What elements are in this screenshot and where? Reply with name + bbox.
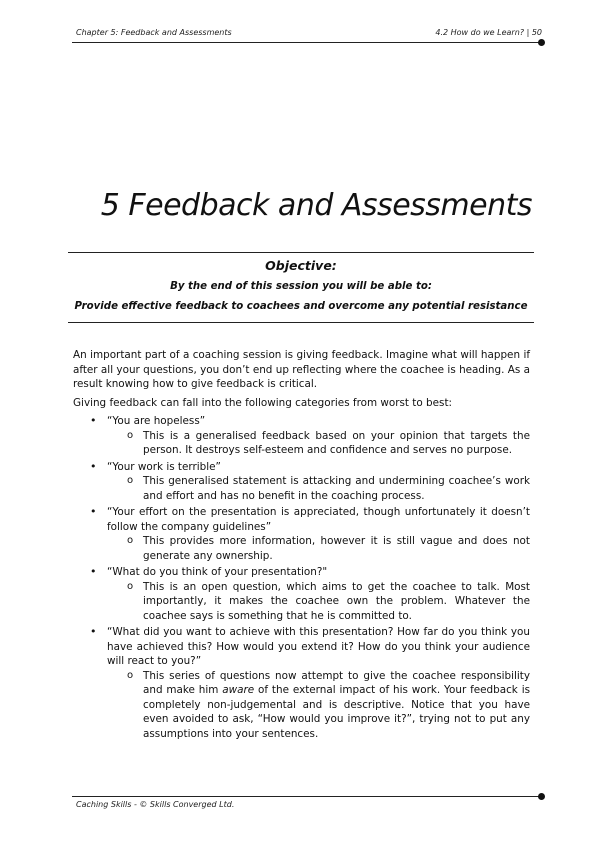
sub-list-item bbox=[107, 429, 530, 458]
feedback-note: This generalised statement is attacking and undermining coachee’s work and effort and has no benefit in the coaching process. bbox=[143, 475, 530, 502]
feedback-note: This is an open question, which aims to get the coachee to talk. Most importantly, it makes the coachee own the problem. Whatever the coachee says is something that he is committed to. bbox=[143, 580, 530, 622]
feedback-note-end: of the external impact of his work. Your feedback is completely non-judgemental and is descriptive. Notice that you have even avoided to ask, “How would you improve it?”, trying not to put any assumptions into your sentences. bbox=[143, 684, 530, 740]
feedback-note-start: This series of questions now attempt to give the coachee responsibility and make him bbox=[143, 669, 530, 696]
feedback-quote: “What did you want to achieve with this presentation? How far do you think you have achieved this? How would you extend it? How do you think your audience will react to you?” bbox=[107, 626, 530, 667]
feedback-note: This provides more information, however it is still vague and does not generate any ownership. bbox=[143, 535, 530, 562]
objective-bottom-rule bbox=[68, 322, 534, 323]
header-rule-dot bbox=[538, 39, 545, 46]
emphasis-aware: aware bbox=[222, 684, 255, 696]
feedback-quote: “What do you think of your presentation?" bbox=[107, 566, 328, 578]
sub-bullet-icon: o bbox=[127, 535, 134, 546]
feedback-note bbox=[143, 670, 530, 740]
footer-copyright: Caching Skills - © Skills Converged Ltd. bbox=[76, 800, 235, 809]
footer-rule-dot bbox=[538, 793, 545, 800]
body-text bbox=[73, 348, 530, 743]
bullet-icon: • bbox=[90, 565, 97, 578]
feedback-quote: “You are hopeless” bbox=[107, 415, 206, 427]
feedback-quote: “Your effort on the presentation is appreciated, though unfortunately it doesn’t follow the company guidelines” bbox=[107, 506, 530, 533]
list-item bbox=[73, 625, 530, 741]
sub-bullet-icon: o bbox=[127, 475, 134, 486]
objective-line-2: Provide effective feedback to coachees and overcome any potential resistance bbox=[74, 301, 528, 312]
sub-list bbox=[107, 580, 530, 624]
header-section-page-label: 4.2 How do we Learn? | 50 bbox=[435, 28, 542, 37]
chapter-title: 5 Feedback and Assessments bbox=[100, 188, 532, 223]
list-item bbox=[73, 414, 530, 458]
intro-paragraph: An important part of a coaching session is giving feedback. Imagine what will happen if after all your questions, you don’t end up reflecting where the coachee is heading. As a result knowing how to give feedback is critical. bbox=[73, 349, 530, 390]
sub-list bbox=[107, 669, 530, 742]
feedback-note: This is a generalised feedback based on your opinion that targets the person. It destroys self-esteem and confidence and serves no purpose. bbox=[143, 429, 530, 456]
sub-list-item bbox=[107, 534, 530, 563]
sub-list bbox=[107, 429, 530, 458]
sub-list-item bbox=[107, 580, 530, 624]
list-item bbox=[73, 505, 530, 563]
bullet-icon: • bbox=[90, 625, 97, 638]
bullet-icon: • bbox=[90, 414, 97, 427]
sub-bullet-icon: o bbox=[127, 429, 134, 441]
objective-heading: Objective: bbox=[265, 258, 337, 273]
header-chapter-label: Chapter 5: Feedback and Assessments bbox=[76, 28, 232, 37]
sub-list-item bbox=[107, 669, 530, 742]
sub-list bbox=[107, 534, 530, 563]
sub-bullet-icon: o bbox=[127, 669, 134, 681]
sub-list-item bbox=[107, 474, 530, 503]
list-item bbox=[73, 460, 530, 504]
feedback-quote: “Your work is terrible” bbox=[107, 460, 221, 473]
header-rule bbox=[72, 42, 540, 43]
bullet-icon: • bbox=[90, 505, 97, 518]
objective-top-rule bbox=[68, 252, 534, 253]
bullet-icon: • bbox=[90, 459, 97, 473]
sub-bullet-icon: o bbox=[127, 580, 134, 592]
sub-list bbox=[107, 474, 530, 503]
categories-intro: Giving feedback can fall into the following categories from worst to best: bbox=[73, 396, 453, 409]
list-item bbox=[73, 565, 530, 623]
footer-rule bbox=[72, 796, 540, 797]
objective-line-1: By the end of this session you will be able to: bbox=[170, 281, 432, 292]
feedback-categories-list bbox=[73, 414, 530, 741]
